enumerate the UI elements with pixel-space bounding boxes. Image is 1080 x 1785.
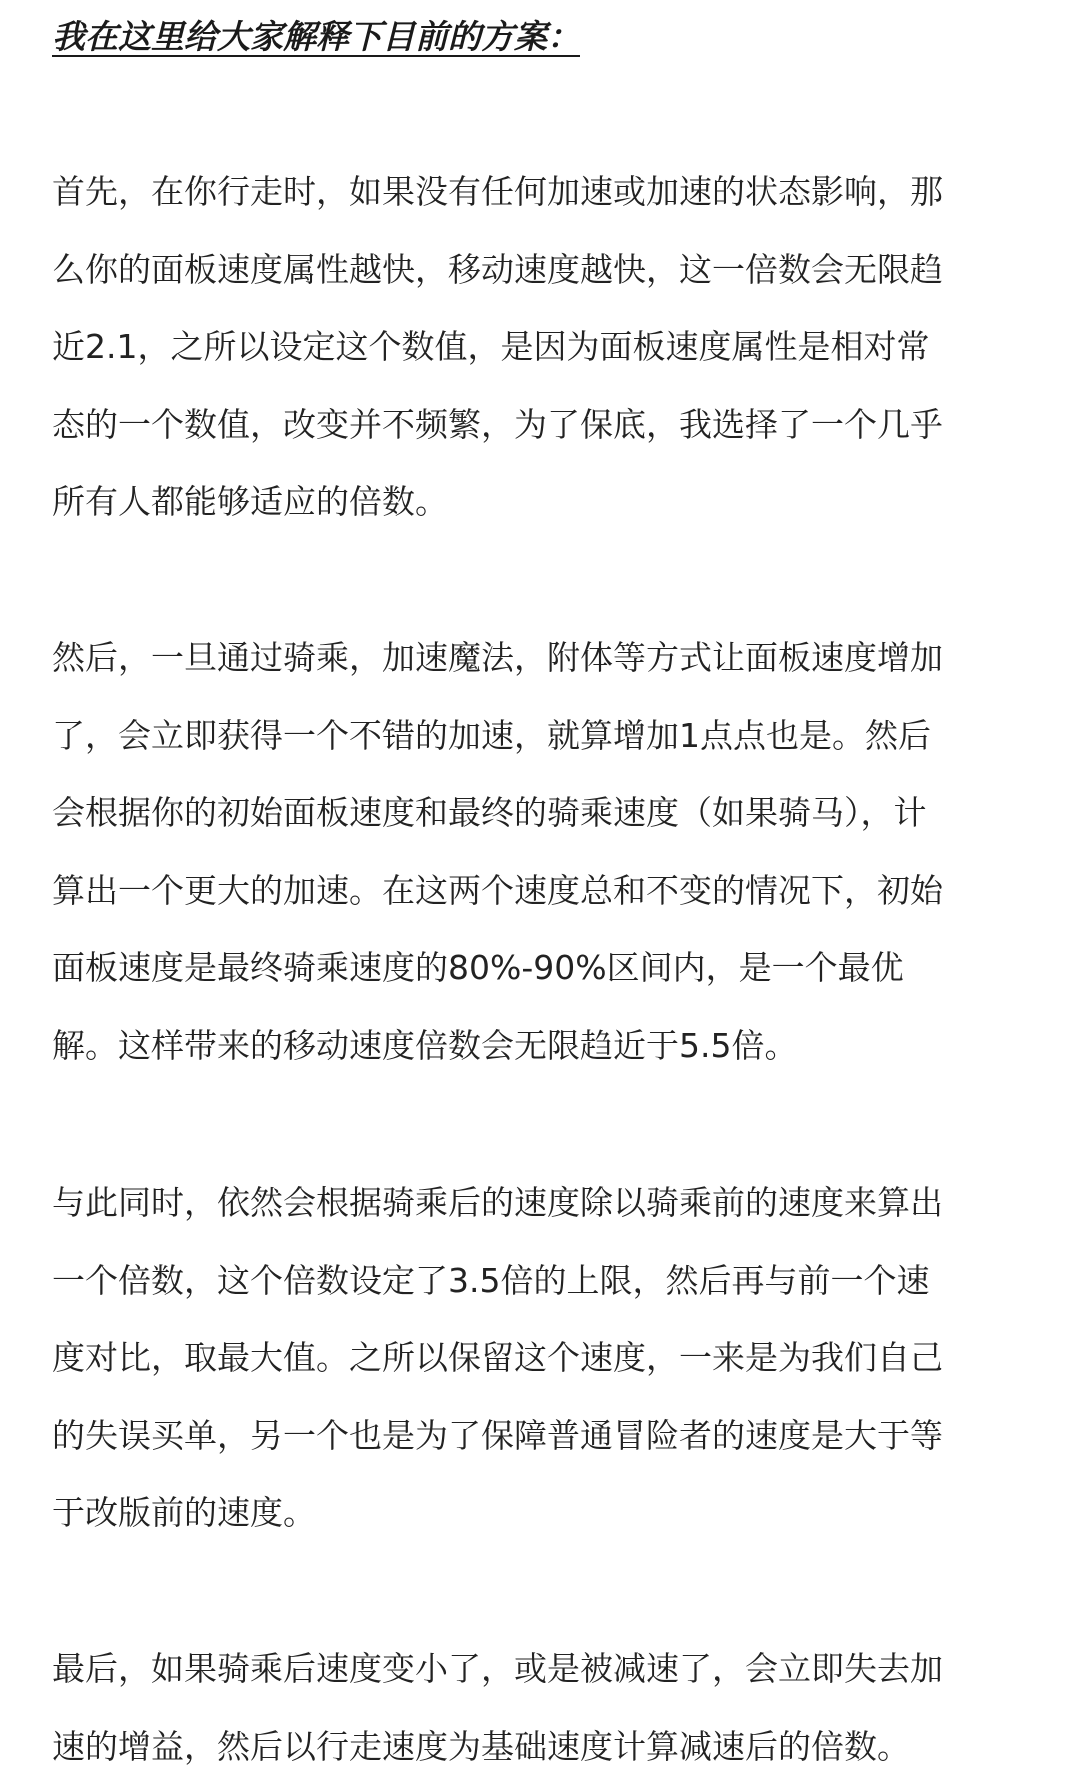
text-line: 算出一个更大的加速。在这两个速度总和不变的情况下，初始 xyxy=(52,852,1032,930)
text-line: 解。这样带来的移动速度倍数会无限趋近于5.5倍。 xyxy=(52,1007,1032,1085)
text-line: 首先，在你行走时，如果没有任何加速或加速的状态影响，那 xyxy=(52,153,1032,231)
paragraph-slowdown xyxy=(52,1630,1032,1785)
text-line: 会根据你的初始面板速度和最终的骑乘速度（如果骑马），计 xyxy=(52,774,1032,852)
text-line: 态的一个数值，改变并不频繁，为了保底，我选择了一个几乎 xyxy=(52,386,1032,464)
text-line: 然后，一旦通过骑乘，加速魔法，附体等方式让面板速度增加 xyxy=(52,619,1032,697)
text-line: 度对比，取最大值。之所以保留这个速度，一来是为我们自己 xyxy=(52,1319,1032,1397)
text-line: 速的增益，然后以行走速度为基础速度计算减速后的倍数。 xyxy=(52,1708,1032,1785)
text-line: 近2.1，之所以设定这个数值，是因为面板速度属性是相对常 xyxy=(52,308,1032,386)
text-line: 于改版前的速度。 xyxy=(52,1474,1032,1552)
paragraph-mount-speed xyxy=(52,619,1032,1084)
text-line: 的失误买单，另一个也是为了保障普通冒险者的速度是大于等 xyxy=(52,1397,1032,1475)
text-line: 面板速度是最终骑乘速度的80%-90%区间内，是一个最优 xyxy=(52,929,1032,1007)
text-line: 最后，如果骑乘后速度变小了，或是被减速了，会立即失去加 xyxy=(52,1630,1032,1708)
paragraph-multiplier-cap xyxy=(52,1164,1032,1552)
text-line: 么你的面板速度属性越快，移动速度越快，这一倍数会无限趋 xyxy=(52,231,1032,309)
text-line: 了，会立即获得一个不错的加速，就算增加1点点也是。然后 xyxy=(52,697,1032,775)
article-heading: 我在这里给大家解释下目前的方案： xyxy=(52,14,580,60)
text-line: 一个倍数，这个倍数设定了3.5倍的上限，然后再与前一个速 xyxy=(52,1242,1032,1320)
text-line: 与此同时，依然会根据骑乘后的速度除以骑乘前的速度来算出 xyxy=(52,1164,1032,1242)
text-line: 所有人都能够适应的倍数。 xyxy=(52,463,1032,541)
paragraph-walking-speed xyxy=(52,153,1032,541)
